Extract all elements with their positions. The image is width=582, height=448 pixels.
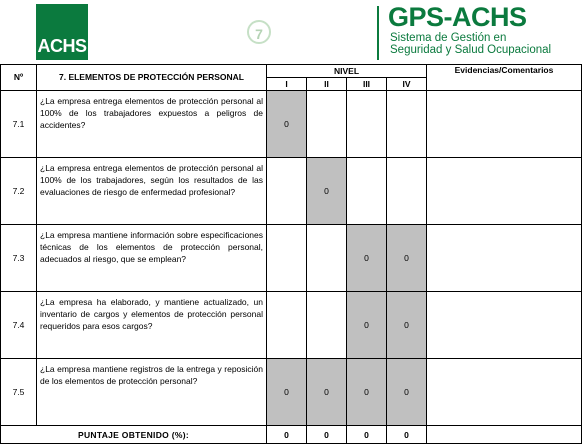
level-cell-iii[interactable]: 0 (347, 292, 387, 359)
score-level-iv: 0 (387, 426, 427, 444)
achs-logo (36, 4, 88, 60)
level-cell-i[interactable]: 0 (267, 91, 307, 158)
level-cell-ii[interactable] (307, 91, 347, 158)
row-number: 7.2 (1, 158, 37, 225)
level-cell-iii[interactable]: 0 (347, 225, 387, 292)
evidence-cell[interactable] (427, 158, 582, 225)
evaluation-table (0, 64, 582, 444)
score-level-iii: 0 (347, 426, 387, 444)
table-row (1, 292, 582, 359)
row-question (37, 158, 267, 225)
level-cell-iv[interactable]: 0 (387, 292, 427, 359)
level-cell-iii[interactable] (347, 91, 387, 158)
col-header-evidence: Evidencias/Comentarios (427, 65, 582, 91)
table-row (1, 225, 582, 292)
level-header-i: I (267, 78, 307, 91)
col-header-nivel: NIVEL (267, 65, 427, 78)
level-cell-iii[interactable] (347, 158, 387, 225)
col-header-num: Nº (1, 65, 37, 91)
level-cell-ii[interactable]: 0 (307, 359, 347, 426)
row-question-text: ¿La empresa entrega elementos de protección personal al 100% de los trabajadores expuestos a peligros de accidentes? (40, 96, 263, 130)
form-header (0, 0, 582, 64)
level-cell-ii[interactable]: 0 (307, 158, 347, 225)
level-cell-ii[interactable] (307, 292, 347, 359)
table-header-row (1, 65, 582, 78)
gps-subtitle-line1: Sistema de Gestión en (390, 32, 507, 44)
header-divider (377, 6, 379, 60)
row-number: 7.5 (1, 359, 37, 426)
row-number: 7.4 (1, 292, 37, 359)
level-cell-iv[interactable] (387, 158, 427, 225)
level-cell-iii[interactable]: 0 (347, 359, 387, 426)
evidence-cell[interactable] (427, 292, 582, 359)
evidence-cell[interactable] (427, 225, 582, 292)
level-header-iv: IV (387, 78, 427, 91)
achs-logo-text: ACHS (37, 36, 87, 56)
table-row (1, 158, 582, 225)
score-row (1, 426, 582, 444)
row-number: 7.3 (1, 225, 37, 292)
row-number: 7.1 (1, 91, 37, 158)
row-question (37, 225, 267, 292)
level-cell-iv[interactable]: 0 (387, 225, 427, 292)
row-question-text: ¿La empresa mantiene registros de la entrega y reposición de los elementos de protección personal? (40, 364, 263, 386)
col-header-section: 7. ELEMENTOS DE PROTECCIÓN PERSONAL (37, 65, 267, 91)
score-label: PUNTAJE OBTENIDO (%): (1, 426, 267, 444)
row-question-text: ¿La empresa entrega elementos de protección personal al 100% de los trabajadores, según los resultados de las evaluaciones de riesgo de enfermedad profesional? (40, 163, 263, 197)
score-level-i: 0 (267, 426, 307, 444)
level-cell-i[interactable] (267, 292, 307, 359)
level-header-ii: II (307, 78, 347, 91)
level-cell-ii[interactable] (307, 225, 347, 292)
step-badge: 7 (247, 20, 271, 44)
level-header-iii: III (347, 78, 387, 91)
row-question-text: ¿La empresa mantiene información sobre especificaciones técnicas de los elementos de protección personal, adecuados al riesgo, que se emplean? (40, 230, 263, 264)
level-cell-i[interactable]: 0 (267, 359, 307, 426)
gps-subtitle-line2: Seguridad y Salud Ocupacional (390, 44, 552, 56)
gps-subtitle (390, 32, 551, 56)
table-row (1, 91, 582, 158)
level-cell-i[interactable] (267, 225, 307, 292)
score-evidence-cell (427, 426, 582, 444)
level-cell-iv[interactable] (387, 91, 427, 158)
evidence-cell[interactable] (427, 91, 582, 158)
gps-title: GPS-ACHS (388, 2, 527, 32)
row-question (37, 359, 267, 426)
row-question-text: ¿La empresa ha elaborado, y mantiene actualizado, un inventario de cargos y elementos de protección personal requeridos para esos cargos? (40, 297, 263, 331)
score-level-ii: 0 (307, 426, 347, 444)
evidence-cell[interactable] (427, 359, 582, 426)
row-question (37, 292, 267, 359)
table-row (1, 359, 582, 426)
level-cell-i[interactable] (267, 158, 307, 225)
level-cell-iv[interactable]: 0 (387, 359, 427, 426)
row-question (37, 91, 267, 158)
